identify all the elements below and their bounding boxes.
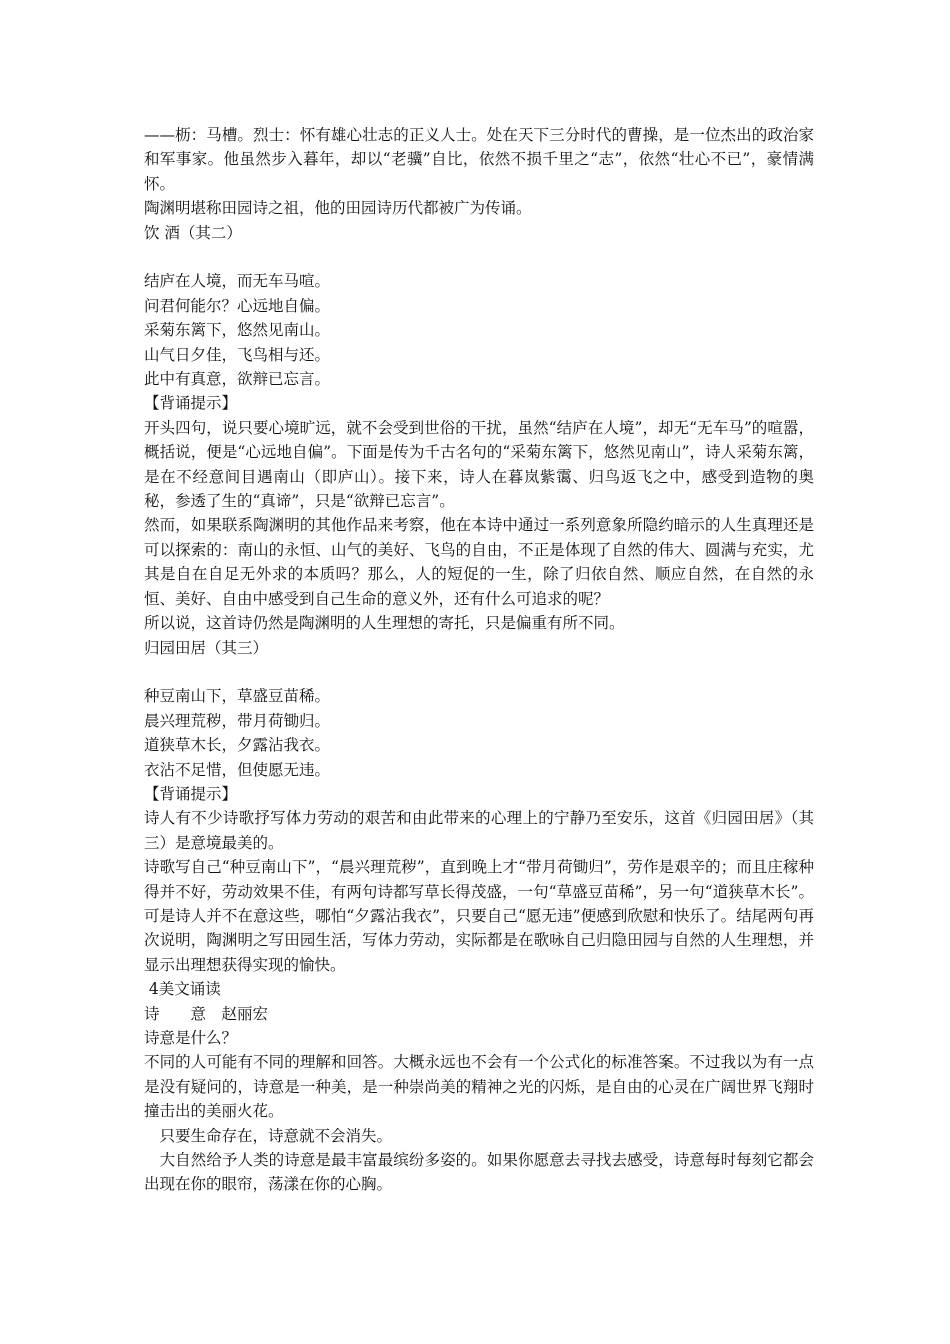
blank-line	[144, 245, 814, 269]
poem1-title: 饮 酒（其二）	[144, 223, 242, 242]
section4-heading: 4美文诵读	[144, 980, 221, 999]
poem2-line-3: 道狭草木长，夕露沾我衣。	[144, 736, 331, 755]
poem2-title: 归园田居（其三）	[144, 638, 269, 657]
blank-line	[144, 660, 814, 684]
document-page	[144, 123, 814, 1197]
poem2-line-4: 衣沾不足惜，但使愿无违。	[144, 760, 331, 779]
poem1-tip-paragraph-1: 开头四句，说只要心境旷远，就不会受到世俗的干扰，虽然“结庐在人境”，却无“无车马”的喧嚣，概括说，便是“心远地自偏”。下面是传为千古名句的“采菊东篱下，悠然见南山”，诗人采菊东篱，是在不经意间目遇南山（即庐山）。接下来，诗人在暮岚紫霭、归鸟返飞之中，感受到造物的奥秘，参透了生的“真谛”，只是“欲辩已忘言”。	[144, 418, 814, 511]
article-question: 诗意是什么？	[144, 1029, 238, 1047]
poem2-line-2: 晨兴理荒秽，带月荷锄归。	[144, 711, 331, 730]
poem2-tip-paragraph-1: 诗人有不少诗歌抒写体力劳动的艰苦和由此带来的心理上的宁静乃至安乐，这首《归园田居》（其三）是意境最美的。	[144, 809, 814, 852]
article-paragraph-3: 大自然给予人类的诗意是最丰富最缤纷多姿的。如果你愿意去寻找去感受，诗意每时每刻它都会出现在你的眼帘，荡漾在你的心胸。	[144, 1151, 814, 1194]
poem1-tip-heading: 【背诵提示】	[144, 394, 238, 413]
article-paragraph-1: 不同的人可能有不同的理解和回答。大概永远也不会有一个公式化的标准答案。不过我以为有一点是没有疑问的，诗意是一种美，是一种崇尚美的精神之光的闪烁，是自由的心灵在广阔世界飞翔时撞击出的美丽火花。	[144, 1053, 814, 1121]
poem1-line-3: 采菊东篱下，悠然见南山。	[144, 321, 331, 340]
article-title: 诗 意 赵丽宏	[144, 1004, 269, 1023]
intro-paragraph-2: 陶渊明堪称田园诗之祖，他的田园诗历代都被广为传诵。	[144, 199, 532, 218]
poem1-line-1: 结庐在人境，而无车马喧。	[144, 272, 331, 291]
poem1-line-4: 山气日夕佳，飞鸟相与还。	[144, 345, 331, 364]
poem2-tip-heading: 【背诵提示】	[144, 784, 238, 803]
poem1-line-5: 此中有真意，欲辩已忘言。	[144, 370, 331, 389]
article-paragraph-2: 只要生命存在，诗意就不会消失。	[144, 1126, 393, 1145]
poem1-tip-paragraph-3: 所以说，这首诗仍然是陶渊明的人生理想的寄托，只是偏重有所不同。	[144, 614, 625, 633]
poem1-line-2: 问君何能尔？心远地自偏。	[144, 296, 331, 315]
poem1-tip-paragraph-2: 然而，如果联系陶渊明的其他作品来考察，他在本诗中通过一系列意象所隐约暗示的人生真理还是可以探索的：南山的永恒、山气的美好、飞鸟的自由，不正是体现了自然的伟大、圆满与充实，尤其是自在自足无外求的本质吗？那么，人的短促的一生，除了归依自然、顺应自然，在自然的永恒、美好、自由中感受到自己生命的意义外，还有什么可追求的呢？	[144, 516, 814, 608]
poem2-line-1: 种豆南山下，草盛豆苗稀。	[144, 687, 331, 706]
intro-paragraph-1: ——枥：马槽。烈士：怀有雄心壮志的正义人士。处在天下三分时代的曹操，是一位杰出的政治家和军事家。他虽然步入暮年，却以“老骥”自比，依然不损千里之“志”，依然“壮心不已”，豪情满怀。	[144, 126, 814, 193]
poem2-tip-paragraph-2: 诗歌写自己“种豆南山下”，“晨兴理荒秽”，直到晚上才“带月荷锄归”，劳作是艰辛的；而且庄稼种得并不好，劳动效果不佳，有两句诗都写草长得茂盛，一句“草盛豆苗稀”，另一句“道狭草木长”。可是诗人并不在意这些，哪怕“夕露沾我衣”，只要自己“愿无违”便感到欣慰和快乐了。结尾两句再次说明，陶渊明之写田园生活，写体力劳动，实际都是在歌咏自己归隐田园与自然的人生理想，并显示出理想获得实现的愉快。	[144, 858, 814, 974]
